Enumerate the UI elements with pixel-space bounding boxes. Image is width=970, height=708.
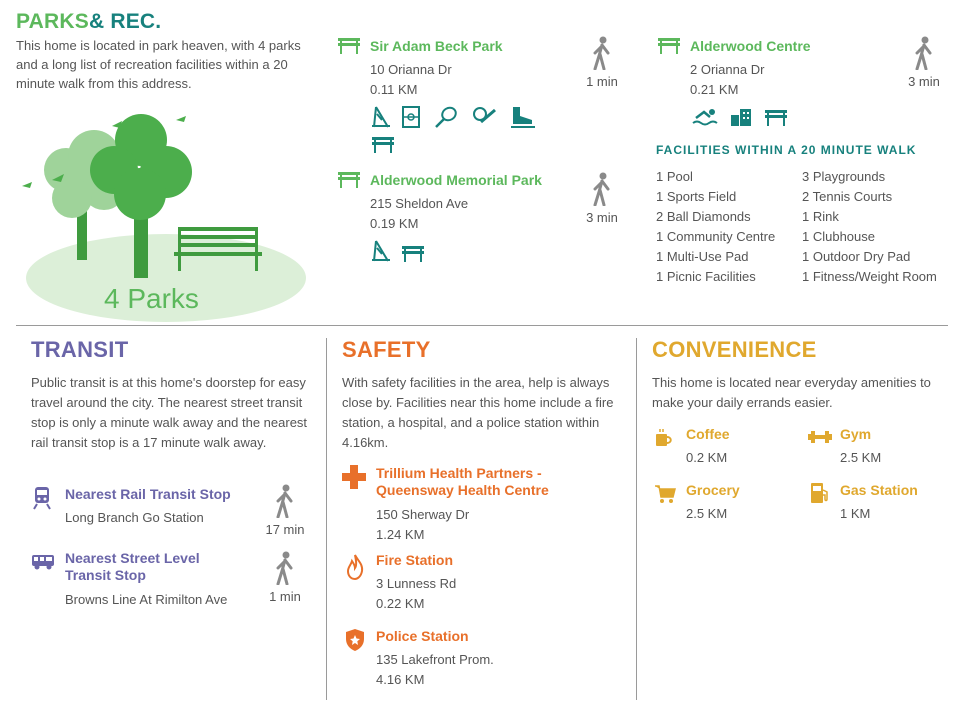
walking-person-icon [592,36,612,70]
picnic-icon [402,246,424,262]
convenience-grocery [654,482,794,526]
playground-icon [372,240,390,262]
safety-distance: 0.22 KM [376,596,425,611]
park-facility-icons [372,240,572,267]
safety-hospital [342,465,622,545]
parks-title-amp: & REC. [88,10,162,33]
safety-address: 3 Lunness Rd [376,576,457,591]
safety-distance: 4.16 KM [376,672,425,687]
convenience-distance: 1 KM [840,506,871,521]
parks-title [16,10,161,34]
facility-item: 1 Multi-Use Pad [656,249,749,264]
safety-intro: With safety facilities in the area, help is always close by. Facilities near this home include a fire station, a hospital, and a police station within 4.16km. [342,375,614,450]
transit-intro: Public transit is at this home's doorstep for easy travel around the city. The nearest street transit stop is only a minute walk away and the nearest rail transit stop is a 17 minute walk away. [31,375,308,450]
street-walk [262,551,308,604]
safety-fire-station [342,552,622,616]
convenience-gas-station [808,482,948,526]
convenience-distance: 0.2 KM [686,450,728,465]
police-shield-icon [345,628,365,652]
walk-time: 3 min [586,210,618,225]
gas-pump-icon [810,482,830,504]
convenience-name: Gas Station [840,482,918,498]
train-icon [33,486,51,510]
ball-diamond-icon [471,106,497,128]
section-divider [16,325,948,326]
convenience-name: Grocery [686,482,740,498]
tennis-icon [433,106,459,128]
walk-time: 1 min [586,74,618,89]
park-distance: 0.11 KM [370,82,418,97]
facility-item: 2 Ball Diamonds [656,209,751,224]
safety-distance: 1.24 KM [376,527,425,542]
walking-person-icon [275,551,295,585]
sports-field-icon [402,106,420,128]
facility-item: 1 Picnic Facilities [656,269,756,284]
rail-walk [262,484,308,537]
facility-item: 1 Sports Field [656,189,737,204]
facility-item: 1 Rink [802,209,839,224]
facility-item: 2 Tennis Courts [802,189,893,204]
park-walk-2 [580,172,624,225]
bus-icon [31,554,55,570]
park-distance: 0.21 KM [690,82,739,97]
convenience-title: CONVENIENCE [652,337,817,362]
safety-address: 135 Lakefront Prom. [376,652,494,667]
community-centre-icon [730,108,752,126]
picnic-bench-icon [338,172,360,188]
walk-time: 3 min [908,74,940,89]
facilities-left-list [656,167,802,287]
safety-title: SAFETY [342,337,431,362]
facility-item: 1 Fitness/Weight Room [802,269,937,284]
dumbbell-icon [808,430,832,444]
playground-icon [372,106,390,128]
rail-label: Nearest Rail Transit Stop [65,486,231,502]
park-walk-3 [902,36,946,89]
street-label: Nearest Street Level Transit Stop [65,550,200,583]
safety-name: Fire Station [376,552,454,568]
walking-person-icon [592,172,612,206]
facilities-right-list [802,167,942,287]
street-stop-name: Browns Line At Rimilton Ave [65,592,228,607]
column-divider [326,338,327,700]
park-name[interactable]: Alderwood Memorial Park [370,172,542,188]
walking-person-icon [914,36,934,70]
safety-name: Trillium Health Partners - Queensway Health Centre [376,465,549,498]
safety-address: 150 Sherway Dr [376,507,470,522]
park-address: 2 Orianna Dr [690,62,765,77]
column-divider [636,338,637,700]
facility-item: 1 Clubhouse [802,229,875,244]
convenience-distance: 2.5 KM [840,450,882,465]
pool-icon [692,108,718,126]
park-name[interactable]: Sir Adam Beck Park [370,38,503,54]
rail-station-name: Long Branch Go Station [65,510,204,525]
safety-name: Police Station [376,628,469,644]
convenience-distance: 2.5 KM [686,506,728,521]
walk-time: 17 min [265,522,305,537]
convenience-intro: This home is located near everyday amenities to make your daily errands easier. [652,375,931,410]
convenience-name: Gym [840,426,872,442]
park-facility-icons [692,108,892,131]
facilities-title: FACILITIES WITHIN A 20 MINUTE WALK [656,143,917,157]
convenience-gym [808,426,948,470]
walking-person-icon [275,484,295,518]
street-transit [31,550,261,612]
shopping-cart-icon [654,484,676,504]
picnic-bench-icon [338,38,360,54]
parks-intro: This home is located in park heaven, with 4 parks and a long list of recreation facilities within a 20 minute walk from this address. [16,38,301,91]
picnic-icon [372,137,394,153]
safety-police-station [342,628,622,692]
park-distance: 0.19 KM [370,216,419,231]
parks-title-main: PARKS [16,10,89,33]
park-name[interactable]: Alderwood Centre [690,38,811,54]
convenience-coffee [654,426,794,470]
park-address: 10 Orianna Dr [370,62,452,77]
convenience-name: Coffee [686,426,730,442]
park-walk-1 [580,36,624,89]
picnic-icon [765,110,787,126]
transit-title: TRANSIT [31,337,129,362]
coffee-cup-icon [654,428,674,448]
parks-count: 4 Parks [104,283,199,314]
walk-time: 1 min [269,589,301,604]
park-address: 215 Sheldon Ave [370,196,469,211]
rink-icon [510,106,536,128]
facility-item: 1 Pool [656,169,693,184]
facility-item: 1 Outdoor Dry Pad [802,249,911,264]
facility-item: 3 Playgrounds [802,169,886,184]
park-facility-icons [372,106,572,158]
flame-icon [346,554,364,580]
hospital-cross-icon [342,465,366,489]
facility-item: 1 Community Centre [656,229,776,244]
picnic-bench-icon [658,38,680,54]
